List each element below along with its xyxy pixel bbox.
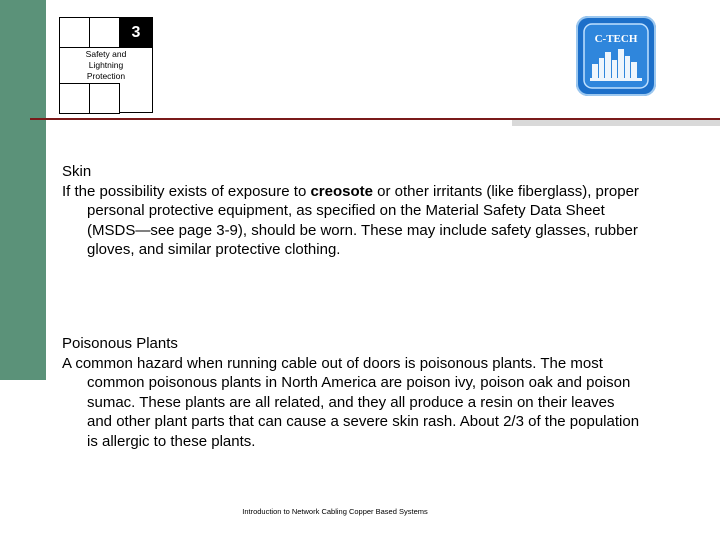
chapter-number: 3 bbox=[120, 18, 152, 47]
chapter-indicator bbox=[59, 17, 153, 113]
section-heading: Poisonous Plants bbox=[62, 335, 178, 352]
chapter-cell bbox=[60, 18, 90, 47]
chapter-top-row bbox=[60, 18, 152, 48]
body-text: or other irritants (like fiberglass), proper personal protective equipment, as specified on the Material Safety Data Sheet (MSDS—see page 3-9), should be worn. These may include safety glasses, rubber gloves, and similar protective clothing. bbox=[87, 182, 639, 258]
header-rule-line bbox=[512, 118, 720, 120]
body-text: If the possibility exists of exposure to bbox=[62, 182, 311, 200]
header-rule bbox=[30, 118, 512, 120]
section-skin bbox=[62, 162, 642, 260]
section-body: A common hazard when running cable out of doors is poisonous plants. The most common poisonous plants in North America are poison ivy, poison oak and poison sumac. These plants are all related, and they all produce a resin on their leaves and other plant parts that can cause a severe skin rash. About 2/3 of the population is allergic to these plants. bbox=[62, 354, 640, 450]
footer-text: Introduction to Network Cabling Copper Based Systems bbox=[242, 507, 428, 516]
chapter-cell bbox=[90, 18, 120, 47]
chapter-cell bbox=[89, 83, 120, 114]
section-poisonous-plants bbox=[62, 334, 642, 451]
section-body bbox=[62, 182, 642, 260]
city-skyline-icon bbox=[576, 16, 656, 96]
chapter-name: Safety and Lightning Protection bbox=[85, 49, 127, 81]
sidebar-accent bbox=[0, 0, 46, 380]
section-heading: Skin bbox=[62, 163, 92, 180]
emphasis-term: creosote bbox=[310, 182, 373, 200]
ctech-logo bbox=[576, 16, 656, 96]
chapter-cell bbox=[59, 83, 90, 114]
chapter-bottom-row bbox=[59, 83, 119, 114]
logo-text: C-TECH bbox=[594, 33, 638, 45]
